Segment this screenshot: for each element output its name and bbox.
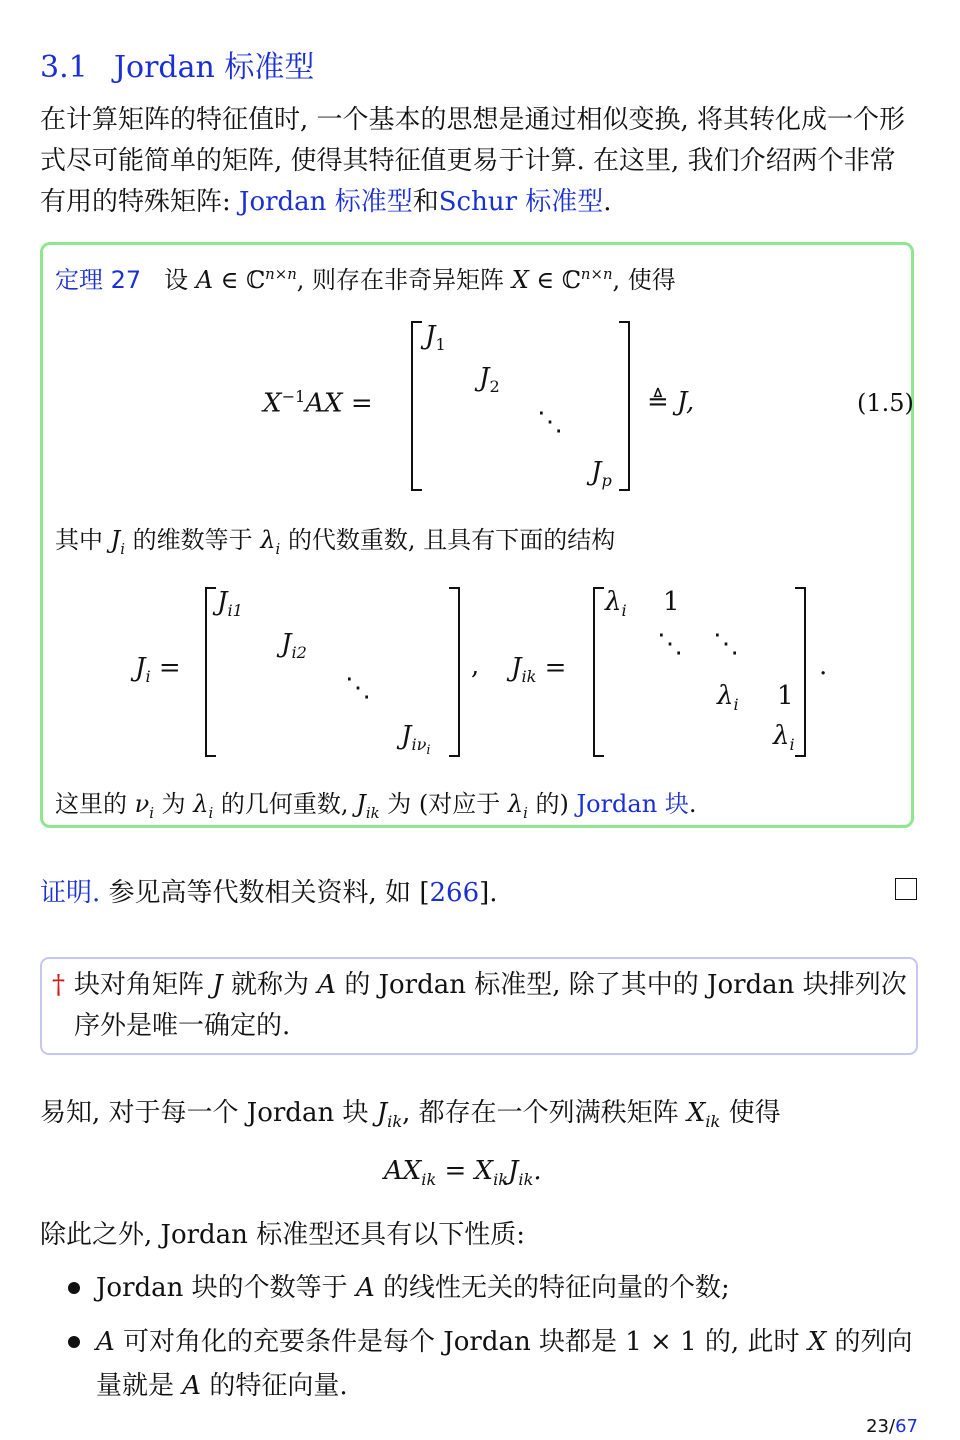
jik-one-1: 1 [663, 587, 680, 617]
period: . [819, 651, 828, 681]
proof-text: 参见高等代数相关资料, 如 [ [108, 878, 430, 908]
jik-lambda-2: $\lambda_i$ [717, 681, 739, 715]
bullet-dot-2 [68, 1336, 80, 1348]
intro-and: 和 [412, 187, 439, 217]
theorem-text-1b: , 则存在非奇异矩阵 [296, 266, 505, 294]
jik-ddots-2: ⋱ [713, 629, 739, 659]
math-Ji-eq: $J_i$ = [135, 653, 181, 687]
bullet2-a: 可对角化的充要条件是每个 Jordan 块都是 [123, 1327, 617, 1357]
section-heading [40, 42, 314, 86]
math-A-in-C: A ∈ ℂ$^{n\times n}$ [195, 265, 297, 294]
jik-right-bracket [795, 587, 806, 757]
math-A: A [317, 970, 337, 1000]
equation-number: (1.5) [857, 389, 914, 417]
math-lambda-i: $\lambda_i$ [260, 526, 281, 558]
math-X-in-C: X ∈ ℂ$^{n\times n}$ [511, 265, 613, 294]
note-box [40, 957, 918, 1055]
page-sep: / [889, 1416, 896, 1437]
bullet2-d: 的特征向量. [209, 1371, 348, 1401]
jordan-form-link[interactable]: Jordan 标准型 [239, 187, 413, 217]
theorem-structure-line [55, 523, 615, 566]
proof-label: 证明. [40, 878, 101, 908]
schur-form-link[interactable]: Schur 标准型 [438, 187, 604, 217]
page-total[interactable]: 67 [895, 1416, 918, 1437]
theorem-label: 定理 27 [55, 266, 142, 294]
bullet1-a: Jordan 块的个数等于 [96, 1273, 348, 1303]
dagger-mark: † [52, 970, 65, 1000]
ji-right-bracket [449, 587, 460, 757]
jik-one-2: 1 [777, 681, 794, 711]
theorem-text-2c: 的代数重数, 且具有下面的结构 [287, 526, 616, 554]
jordan-block-link[interactable]: Jordan 块 [576, 790, 689, 818]
comma: , [471, 651, 480, 681]
ji-Jinu: $J_{i\nu_i}$ [401, 721, 431, 759]
section-number: 3.1 [40, 50, 88, 85]
math-XinvAX: $X^{-1}AX$ = [263, 387, 373, 419]
math-lambda-i-2: $\lambda_i$ [193, 790, 214, 822]
para1-c: 使得 [728, 1098, 781, 1128]
theorem-text-2a: 其中 [55, 526, 103, 554]
matrix-J1: $J_1$ [425, 321, 446, 355]
math-nu-i: $\nu_i$ [134, 790, 154, 822]
section-title: Jordan 标准型 [114, 50, 315, 85]
theorem-geometric-line [55, 787, 696, 830]
para1-b: , 都存在一个列满秩矩阵 [402, 1098, 679, 1128]
intro-paragraph [40, 100, 920, 223]
theorem-text-3e: 的) [535, 790, 569, 818]
note-text-c: 的 Jordan 标准型, 除了其中的 Jordan 块排列次序外是唯一确定的. [74, 970, 907, 1041]
matrix-ddots: ⋱ [537, 407, 563, 437]
theorem-text-1c: , 使得 [612, 266, 676, 294]
jik-left-bracket [593, 587, 604, 757]
theorem-text-3c: 的几何重数, [220, 790, 349, 818]
math-Jik-2: $J_{ik}$ [376, 1098, 403, 1132]
math-A-b2b: A [182, 1371, 202, 1401]
ji-Ji1: $J_{i1}$ [217, 587, 243, 621]
intro-text: 在计算矩阵的特征值时, 一个基本的思想是通过相似变换, 将其转化成一个形式尽可能简单的矩阵, 使得其特征值更易于计算. 在这里, 我们介绍两个非常有用的特殊矩阵: [40, 105, 906, 217]
jik-lambda-1: $\lambda_i$ [605, 587, 627, 621]
para1-a: 易知, 对于每一个 Jordan 块 [40, 1098, 369, 1128]
bullet-item-1 [96, 1266, 920, 1310]
theorem-text-3end: . [688, 790, 697, 818]
math-A-b1: A [355, 1273, 375, 1303]
bullet2-b: 的, 此时 [704, 1327, 800, 1357]
paragraph-2: 除此之外, Jordan 标准型还具有以下性质: [40, 1220, 525, 1250]
math-X-b2: X [807, 1327, 827, 1357]
math-AXik-eq: $AX_{ik} = X_{ik}J_{ik}$. [384, 1156, 542, 1190]
math-A-b2: A [96, 1327, 115, 1357]
bullet2-c: 的列向量就是 [96, 1327, 913, 1401]
theorem-text-3a: 这里的 [55, 790, 127, 818]
math-Xik: $X_{ik}$ [686, 1098, 721, 1132]
theorem-statement [55, 257, 676, 297]
proof-end: ]. [479, 878, 498, 908]
page-number [866, 1416, 918, 1437]
math-1x1: 1 × 1 [625, 1327, 697, 1357]
jik-ddots-1: ⋱ [657, 629, 683, 659]
bullet-item-2 [96, 1320, 920, 1408]
theorem-box [40, 242, 914, 828]
math-lambda-i-3: $\lambda_i$ [507, 790, 528, 822]
intro-end: . [603, 187, 612, 217]
math-Ji: $J_i$ [110, 526, 126, 558]
bullet1-b: 的线性无关的特征向量的个数; [382, 1273, 730, 1303]
page-current: 23 [866, 1416, 890, 1437]
matrix-Jp: $J_p$ [591, 457, 612, 491]
ji-ddots: ⋱ [345, 673, 371, 703]
matrix-left-bracket [411, 321, 422, 491]
jik-lambda-3: $\lambda_i$ [773, 721, 795, 755]
note-text-b: 就称为 [230, 970, 309, 1000]
citation-link[interactable]: 266 [429, 878, 480, 908]
ji-left-bracket [205, 587, 216, 757]
math-J: J [212, 970, 223, 1000]
paragraph-1 [40, 1092, 781, 1131]
note-text [74, 965, 914, 1047]
math-defeq-J: ≜ J, [647, 387, 695, 417]
theorem-text-3d: 为 (对应于 [387, 790, 501, 818]
bullet-dot-1 [68, 1282, 80, 1294]
matrix-right-bracket [619, 321, 630, 491]
math-Jik-eq: $J_{ik}$ = [511, 653, 567, 687]
math-Jik: $J_{ik}$ [356, 790, 380, 822]
theorem-text-2b: 的维数等于 [132, 526, 253, 554]
matrix-J2: $J_2$ [479, 363, 500, 397]
ji-Ji2: $J_{i2}$ [281, 629, 307, 663]
theorem-text-3b: 为 [161, 790, 186, 818]
proof-line [40, 872, 498, 909]
theorem-text-1a: 设 [164, 266, 189, 294]
note-text-a: 块对角矩阵 [74, 970, 205, 1000]
qed-box-icon [895, 878, 917, 900]
